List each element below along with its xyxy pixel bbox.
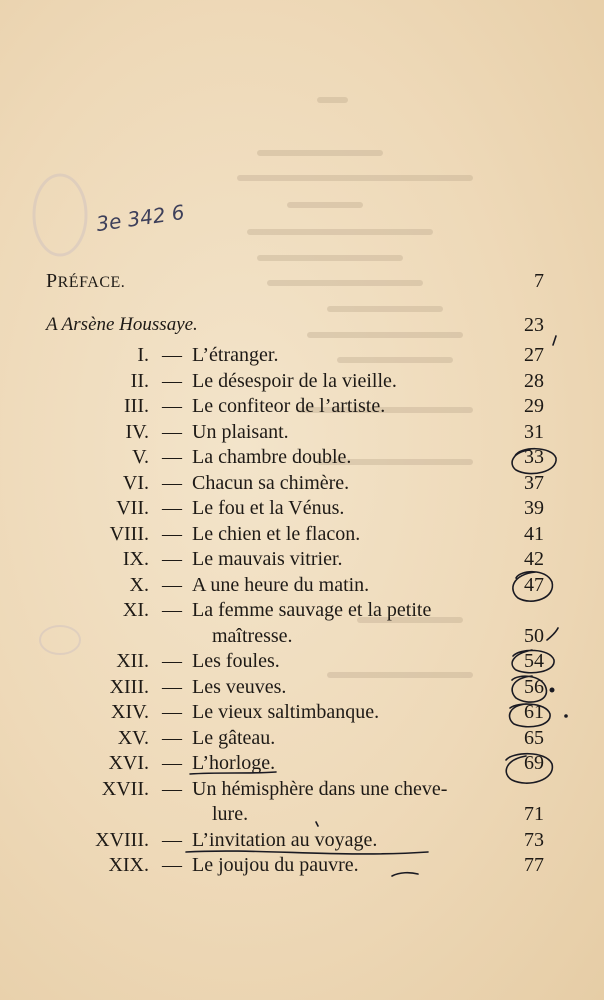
- page-number: 69: [524, 752, 544, 774]
- toc-row: [0, 750, 604, 776]
- chapter-title: Le gâteau.: [192, 727, 276, 749]
- separator-dash: —: [162, 778, 182, 800]
- chapter-title: L’horloge.: [192, 752, 276, 774]
- chapter-title: Le désespoir de la vieille.: [192, 370, 397, 392]
- chapter-number: IX.: [122, 548, 149, 570]
- separator-dash: —: [162, 395, 182, 417]
- toc-row: [0, 852, 604, 878]
- chapter-number: XII.: [116, 650, 149, 672]
- separator-dash: —: [162, 421, 182, 443]
- toc-row: [0, 393, 604, 419]
- chapter-number: III.: [124, 395, 149, 417]
- separator-dash: —: [162, 548, 182, 570]
- chapter-number: I.: [137, 344, 149, 366]
- separator-dash: —: [162, 446, 182, 468]
- dedication-page: 23: [524, 314, 544, 336]
- separator-dash: —: [162, 574, 182, 596]
- toc-row: [0, 419, 604, 445]
- toc-row: [0, 470, 604, 496]
- preface-title: PRÉFACE.: [46, 270, 126, 292]
- page-number: 42: [524, 548, 544, 570]
- chapter-title-continuation: maîtresse.: [212, 625, 293, 647]
- page-number: 47: [524, 574, 544, 596]
- page-number: 77: [524, 854, 544, 876]
- chapter-number: VI.: [122, 472, 149, 494]
- chapter-number: X.: [129, 574, 149, 596]
- chapter-number: VII.: [116, 497, 149, 519]
- separator-dash: —: [162, 344, 182, 366]
- dedication-title: A Arsène Houssaye.: [46, 314, 198, 335]
- toc-row: [0, 572, 604, 598]
- toc-row: [0, 368, 604, 394]
- page-number: 27: [524, 344, 544, 366]
- chapter-title: Un hémisphère dans une cheve-: [192, 778, 448, 800]
- page-number: 65: [524, 727, 544, 749]
- chapter-number: XVI.: [108, 752, 149, 774]
- chapter-title: Le mauvais vitrier.: [192, 548, 343, 570]
- toc-row: [0, 827, 604, 853]
- page-number: 54: [524, 650, 544, 672]
- page-number: 37: [524, 472, 544, 494]
- page-number: 28: [524, 370, 544, 392]
- chapter-number: V.: [132, 446, 149, 468]
- chapter-title: L’étranger.: [192, 344, 279, 366]
- chapter-number: IV.: [125, 421, 149, 443]
- chapter-number: VIII.: [109, 523, 149, 545]
- page-number: 61: [524, 701, 544, 723]
- toc-row: [0, 546, 604, 572]
- chapter-number: XV.: [117, 727, 149, 749]
- page-number: 29: [524, 395, 544, 417]
- chapter-number: XIII.: [109, 676, 149, 698]
- page-number: 33: [524, 446, 544, 468]
- chapter-number: II.: [130, 370, 149, 392]
- chapter-title: Le vieux saltimbanque.: [192, 701, 380, 723]
- chapter-title: La chambre double.: [192, 446, 352, 468]
- chapter-title: Le confiteor de l’artiste.: [192, 395, 386, 417]
- separator-dash: —: [162, 727, 182, 749]
- page-number: 41: [524, 523, 544, 545]
- chapter-title: L’invitation au voyage.: [192, 829, 378, 851]
- chapter-title: Le fou et la Vénus.: [192, 497, 345, 519]
- chapter-title: Chacun sa chimère.: [192, 472, 350, 494]
- chapter-number: XI.: [122, 599, 149, 621]
- toc-row: [0, 699, 604, 725]
- separator-dash: —: [162, 370, 182, 392]
- page-number: 50: [524, 625, 544, 647]
- separator-dash: —: [162, 676, 182, 698]
- separator-dash: —: [162, 523, 182, 545]
- chapter-title: Le chien et le flacon.: [192, 523, 361, 545]
- toc-row: [0, 597, 604, 623]
- chapter-number: XIV.: [111, 701, 149, 723]
- toc-row: [0, 776, 604, 802]
- toc-row-dedication: [0, 312, 604, 338]
- chapter-title-continuation: lure.: [212, 803, 249, 825]
- chapter-number: XVIII.: [95, 829, 149, 851]
- toc-row-continuation: [0, 623, 604, 649]
- page-number: 73: [524, 829, 544, 851]
- preface-page: 7: [534, 270, 544, 292]
- chapter-number: XIX.: [108, 854, 149, 876]
- page-number: 56: [524, 676, 544, 698]
- toc-row-continuation: [0, 801, 604, 827]
- chapter-title: Les veuves.: [192, 676, 287, 698]
- separator-dash: —: [162, 497, 182, 519]
- toc-row: [0, 674, 604, 700]
- toc-row-preface: [0, 268, 604, 294]
- toc-row: [0, 495, 604, 521]
- chapter-title: Le joujou du pauvre.: [192, 854, 359, 876]
- toc-row: [0, 444, 604, 470]
- separator-dash: —: [162, 829, 182, 851]
- separator-dash: —: [162, 752, 182, 774]
- pencil-annotation: 3e 342 6: [94, 199, 186, 237]
- toc-row: [0, 521, 604, 547]
- page-number: 71: [524, 803, 544, 825]
- separator-dash: —: [162, 854, 182, 876]
- toc-row: [0, 648, 604, 674]
- chapter-title: Les foules.: [192, 650, 280, 672]
- separator-dash: —: [162, 650, 182, 672]
- page-number: 39: [524, 497, 544, 519]
- chapter-number: XVII.: [101, 778, 149, 800]
- separator-dash: —: [162, 472, 182, 494]
- toc-row: [0, 342, 604, 368]
- chapter-title: A une heure du matin.: [192, 574, 370, 596]
- page-number: 31: [524, 421, 544, 443]
- separator-dash: —: [162, 599, 182, 621]
- chapter-title: Un plaisant.: [192, 421, 289, 443]
- chapter-title: La femme sauvage et la petite: [192, 599, 432, 621]
- separator-dash: —: [162, 701, 182, 723]
- toc-row: [0, 725, 604, 751]
